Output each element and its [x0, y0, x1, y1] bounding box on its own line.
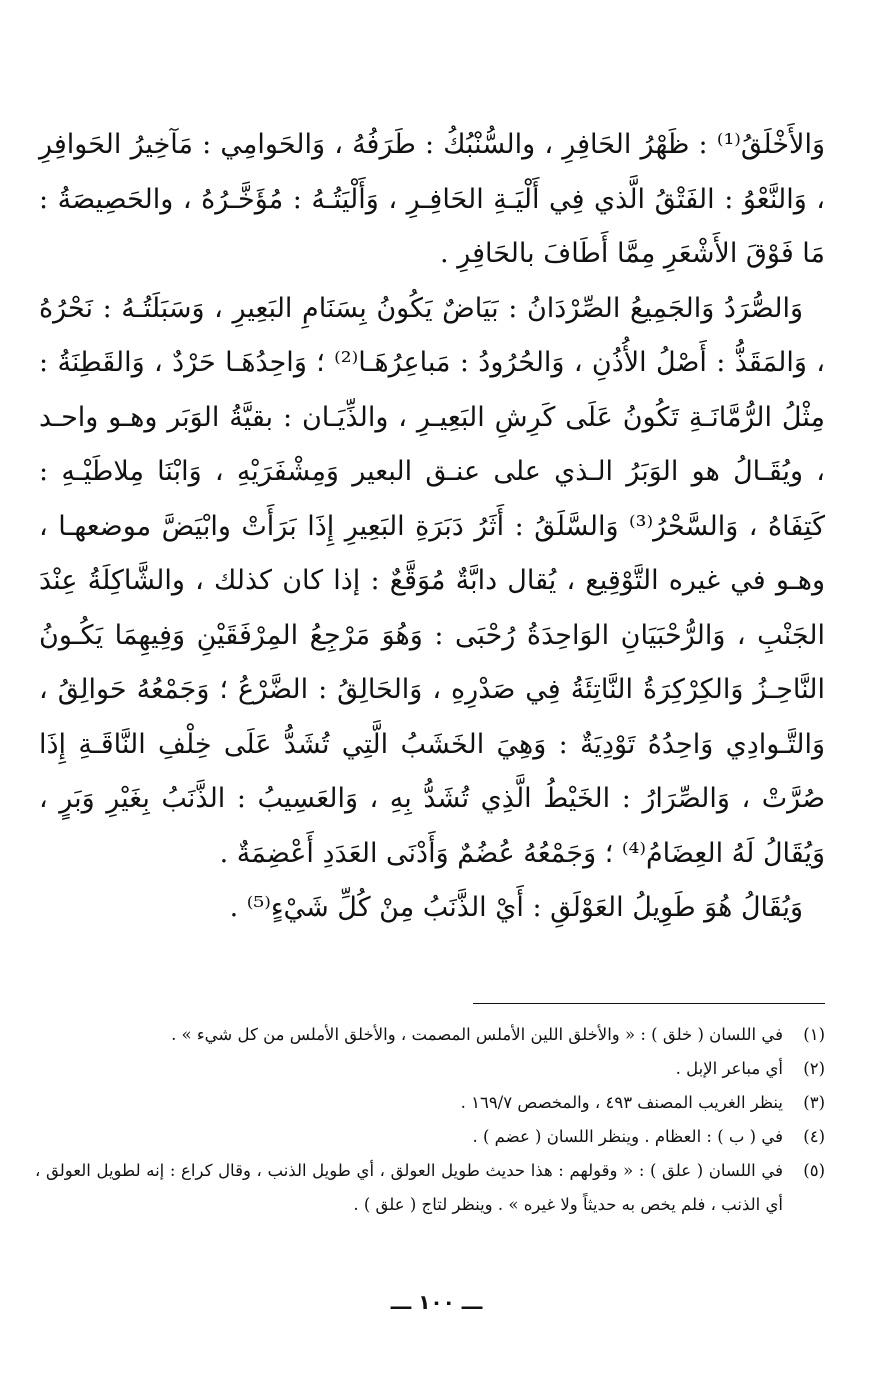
footnote-number: (٤) [803, 1127, 825, 1146]
footnote [35, 1052, 825, 1086]
paragraph-3: وَيُقَالُ هُوَ طَوِيلُ العَوْلَقِ : أَيْ الذَّنَبُ مِنْ كُلِّ شَيْءٍ⁽⁵⁾ . [229, 892, 803, 923]
footnote-text: أي مباعر الإبل . [675, 1059, 783, 1078]
footnote-number: (٢) [803, 1059, 825, 1078]
footnote [35, 1120, 825, 1154]
footnote-divider [473, 1003, 825, 1004]
footnote-text: في ( ب ) : العظام . وينظر اللسان ( عضم ) . [472, 1127, 783, 1146]
main-text [39, 118, 825, 936]
footnote-text: ينظر الغريب المصنف ٤٩٣ ، والمخصص ١٦٩/٧ . [460, 1093, 783, 1112]
footnotes [35, 1018, 825, 1222]
paragraph-1: وَالأَخْلَقُ⁽¹⁾ : ظَهْرُ الحَافِرِ ، والسُّنْبُكُ : طَرَفُهُ ، وَالحَوامِي : مَآخِيرُ الحَوافِرِ ، وَالنَّعْوُ : الفَتْقُ الَّذي فِي أَلْيَـةِ الحَافِـرِ ، وَأَلْيَتُـهُ : مُؤَخَّـرُهُ ، والحَصِيصَةُ : مَا فَوْقَ الأَشْعَرِ مِمَّا أَطَافَ بالحَافِرِ . [39, 129, 825, 269]
footnote [35, 1154, 825, 1222]
footnote-number: (٣) [803, 1093, 825, 1112]
footnote-number: (٥) [803, 1161, 825, 1180]
footnote [35, 1086, 825, 1120]
page-number: ـــ ١٠٠ ـــ [390, 1290, 483, 1314]
footnote-text: في اللسان ( علق ) : « وقولهم : هذا حديث طويل العولق ، أي طويل الذنب ، وقال كراع : إنه لطويل العولق ، أي الذنب ، فلم يخص به حديثاً ولا غيره » . وينظر لتاج ( علق ) . [35, 1161, 783, 1214]
footnote [35, 1018, 825, 1052]
footnote-number: (١) [803, 1025, 825, 1044]
paragraph-2: وَالصُّرَدُ وَالجَمِيعُ الصِّرْدَانُ : بَيَاضٌ يَكُونُ بِسَنَامِ البَعِيرِ ، وَسَبَلَتُـهُ : نَحْرُهُ ، وَالمَقَذُّ : أَصْلُ الأُذُنِ ، وَالحُرُودُ : مَباعِرُهَـا⁽²⁾ ؛ وَاحِدُهَـا حَرْدٌ ، وَالقَطِنَةُ : مِثْلُ الرُّمَّانَـةِ تَكُونُ عَلَى كَرِشِ البَعِيـرِ ، والذِّيَـان : بقيَّةُ الوَبَر وهـو واحـد ، ويُقَـالُ هو الوَبَرُ الـذي على عنـق البعير وَمِشْفَرَيْهِ ، وَابْنَا مِلاطَيْـهِ : كَتِفَاهُ ، وَالسَّحْرُ⁽³⁾ وَالسَّلَقُ : أَثَرُ دَبَرَةِ البَعِيرِ إِذَا بَرَأَتْ وابْيَضَّ موضعهـا ، وهـو في غيره التَّوْقِيع ، يُقال دابَّةٌ مُوَقَّعٌ : إذا كان كذلك ، والشَّاكِلَةُ عِنْدَ الجَنْبِ ، وَالرُّحْبَيَانِ الوَاحِدَةُ رُحْبَى : وَهُوَ مَرْجِعُ المِرْفَقَيْنِ وَفِيهِمَا يَكُـونُ النَّاحِـزُ وَالكِرْكِرَةُ النَّاتِئَةُ فِي صَدْرِهِ ، وَالحَالِقُ : الضَّرْعُ ؛ وَجَمْعُهُ حَوالِقُ ، وَالتَّـوادِي وَاحِدُهُ تَوْدِيَةٌ : وَهِيَ الخَشَبُ الَّتِي تُشَدُّ عَلَى خِلْفِ النَّاقَـةِ إِذَا صُرَّتْ ، وَالصِّرَارُ : الخَيْطُ الَّذِي تُشَدُّ بِهِ ، وَالعَسِيبُ : الذَّنَبُ بِغَيْرِ وَبَرٍ ، وَيُقَالُ لَهُ العِضَامُ⁽⁴⁾ ؛ وَجَمْعُهُ عُضُمٌ وَأَدْنَى العَدَدِ أَعْضِمَةٌ . [39, 292, 825, 869]
footnote-text: في اللسان ( خلق ) : « والأخلق اللين الأملس المصمت ، والأخلق الأملس من كل شيء » . [171, 1025, 783, 1044]
